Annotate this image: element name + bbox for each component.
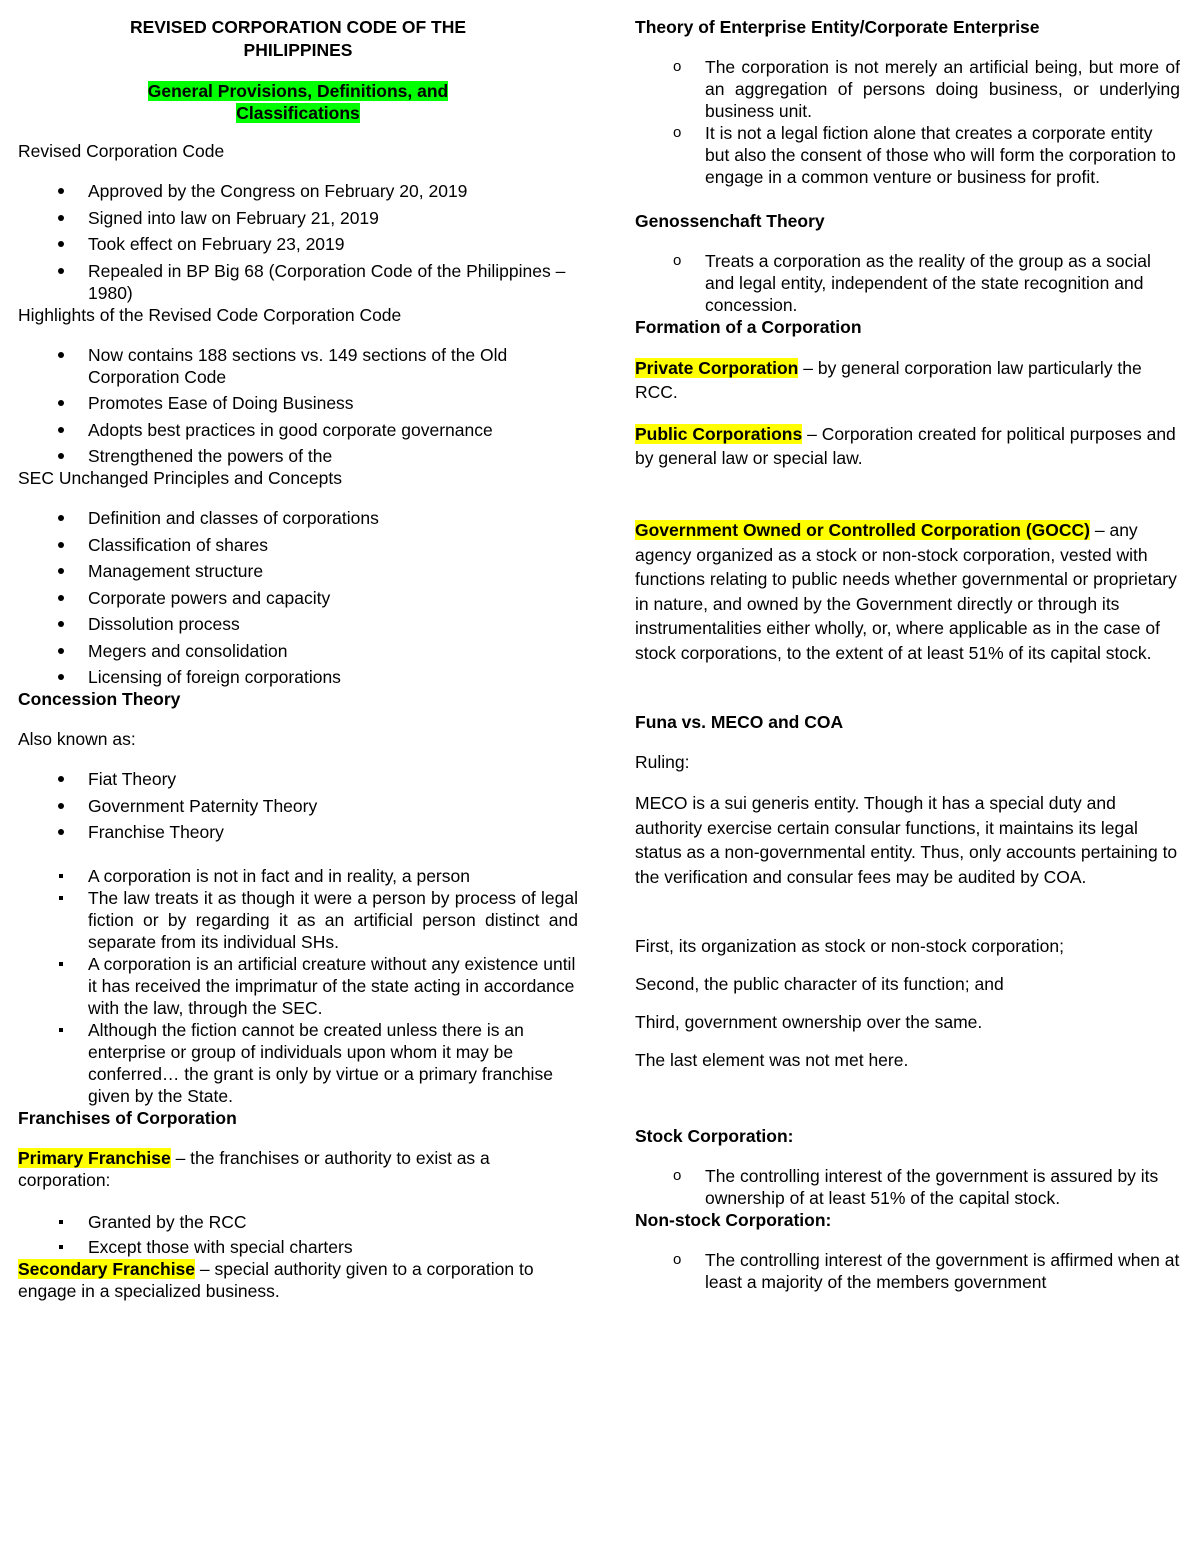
left-column bbox=[18, 16, 578, 1302]
highlights-heading: Highlights of the Revised Code Corporation Code bbox=[18, 304, 402, 325]
enterprise-heading: Theory of Enterprise Entity/Corporate Enterprise bbox=[635, 17, 1040, 37]
genossenschaft-list bbox=[635, 250, 1180, 316]
list-item: Definition and classes of corporations bbox=[18, 507, 578, 529]
element-conclusion: The last element was not met here. bbox=[635, 1050, 909, 1070]
list-item: Although the fiction cannot be created unless there is an enterprise or group of individuals upon whom it may be conferred… the grant is only by virtue or a primary franchise given by the State. bbox=[18, 1019, 578, 1107]
list-item: Management structure bbox=[18, 560, 578, 582]
concession-heading: Concession Theory bbox=[18, 689, 181, 709]
rcc-list bbox=[18, 180, 578, 304]
primary-franchise-list bbox=[18, 1211, 578, 1258]
list-item: Adopts best practices in good corporate governance bbox=[18, 419, 578, 441]
rcc-heading: Revised Corporation Code bbox=[18, 141, 225, 161]
ruling-label: Ruling: bbox=[635, 752, 690, 772]
secondary-franchise-definition: Secondary Franchise – special authority given to a corporation to engage in a specialized business. bbox=[18, 1259, 534, 1301]
element-second: Second, the public character of its function; and bbox=[635, 974, 1004, 994]
section-subtitle: General Provisions, Definitions, and Classifications bbox=[147, 81, 449, 123]
ruling-text: MECO is a sui generis entity. Though it has a special duty and authority exercise certain consular functions, it maintains its legal status as a non-governmental entity. Thus, only accounts pertaining to the verification and consular fees may be audited by COA. bbox=[635, 793, 1178, 887]
list-item: o The controlling interest of the government is assured by its ownership of at least 51% of the capital stock. bbox=[635, 1165, 1180, 1209]
highlights-list bbox=[18, 344, 578, 468]
primary-franchise-term: Primary Franchise bbox=[18, 1148, 171, 1168]
stock-list bbox=[635, 1165, 1180, 1209]
nonstock-heading: Non-stock Corporation: bbox=[635, 1210, 832, 1230]
public-corporation-term: Public Corporations bbox=[635, 424, 803, 444]
list-item: o It is not a legal fiction alone that creates a corporate entity but also the consent of those who will form the corporation to engage in a common venture or business for profit. bbox=[635, 122, 1180, 188]
also-known-label: Also known as: bbox=[18, 729, 136, 749]
private-corporation-term: Private Corporation bbox=[635, 358, 799, 378]
document-title: REVISED CORPORATION CODE OF THE PHILIPPINES bbox=[129, 17, 467, 60]
list-item: The law treats it as though it were a person by process of legal fiction or by regarding it as an artificial person distinct and separate from its individual SHs. bbox=[18, 887, 578, 953]
enterprise-list bbox=[635, 56, 1180, 188]
list-item: Dissolution process bbox=[18, 613, 578, 635]
list-item: Megers and consolidation bbox=[18, 640, 578, 662]
private-corporation-definition: Private Corporation – by general corporation law particularly the RCC. bbox=[635, 358, 1142, 402]
list-item: Except those with special charters bbox=[18, 1236, 578, 1258]
nonstock-list bbox=[635, 1249, 1180, 1293]
unchanged-heading: SEC Unchanged Principles and Concepts bbox=[18, 468, 342, 488]
list-item: o The controlling interest of the government is affirmed when at least a majority of the members government bbox=[635, 1249, 1180, 1293]
formation-heading: Formation of a Corporation bbox=[635, 317, 862, 337]
right-column bbox=[635, 16, 1180, 1293]
list-item: Granted by the RCC bbox=[18, 1211, 578, 1233]
list-item: Took effect on February 23, 2019 bbox=[18, 233, 578, 255]
list-item: Repealed in BP Big 68 (Corporation Code of the Philippines – 1980) bbox=[18, 260, 578, 304]
list-item: Strengthened the powers of the bbox=[18, 445, 578, 467]
list-item: o The corporation is not merely an artificial being, but more of an aggregation of persons doing business, or underlying business unit. bbox=[635, 56, 1180, 122]
genossenschaft-heading: Genossenchaft Theory bbox=[635, 211, 825, 231]
list-item: o Treats a corporation as the reality of the group as a social and legal entity, independent of the state recognition and concession. bbox=[635, 250, 1180, 316]
list-item: Approved by the Congress on February 20, 2019 bbox=[18, 180, 578, 202]
gocc-term: Government Owned or Controlled Corporation (GOCC) bbox=[635, 520, 1090, 540]
aka-list bbox=[18, 768, 578, 843]
element-third: Third, government ownership over the same. bbox=[635, 1012, 983, 1032]
secondary-franchise-term: Secondary Franchise bbox=[18, 1259, 196, 1279]
franchises-heading: Franchises of Corporation bbox=[18, 1108, 237, 1128]
list-item: Signed into law on February 21, 2019 bbox=[18, 207, 578, 229]
list-item: Now contains 188 sections vs. 149 sections of the Old Corporation Code bbox=[18, 344, 578, 388]
list-item: Promotes Ease of Doing Business bbox=[18, 392, 578, 414]
gocc-definition: Government Owned or Controlled Corporation (GOCC) – any agency organized as a stock or non-stock corporation, vested with functions relating to public needs whether governmental or proprietary in nature, and owned by the Government directly or through its instrumentalities either wholly, or, where applicable as in the case of stock corporations, to the extent of at least 51% of its capital stock. bbox=[635, 520, 1177, 663]
list-item: Licensing of foreign corporations bbox=[18, 666, 578, 688]
list-item: Fiat Theory bbox=[18, 768, 578, 790]
list-item: Classification of shares bbox=[18, 534, 578, 556]
primary-franchise-definition: Primary Franchise – the franchises or authority to exist as a corporation: bbox=[18, 1148, 490, 1190]
list-item: A corporation is an artificial creature without any existence until it has received the imprimatur of the state acting in accordance with the law, through the SEC. bbox=[18, 953, 578, 1019]
list-item: A corporation is not in fact and in reality, a person bbox=[18, 865, 578, 887]
public-corporation-definition: Public Corporations – Corporation created for political purposes and by general law or special law. bbox=[635, 424, 1176, 468]
funa-heading: Funa vs. MECO and COA bbox=[635, 712, 844, 732]
concession-points bbox=[18, 865, 578, 1107]
list-item: Government Paternity Theory bbox=[18, 795, 578, 817]
list-item: Corporate powers and capacity bbox=[18, 587, 578, 609]
stock-heading: Stock Corporation: bbox=[635, 1126, 794, 1146]
unchanged-list bbox=[18, 507, 578, 688]
element-first: First, its organization as stock or non-stock corporation; bbox=[635, 936, 1064, 956]
list-item: Franchise Theory bbox=[18, 821, 578, 843]
